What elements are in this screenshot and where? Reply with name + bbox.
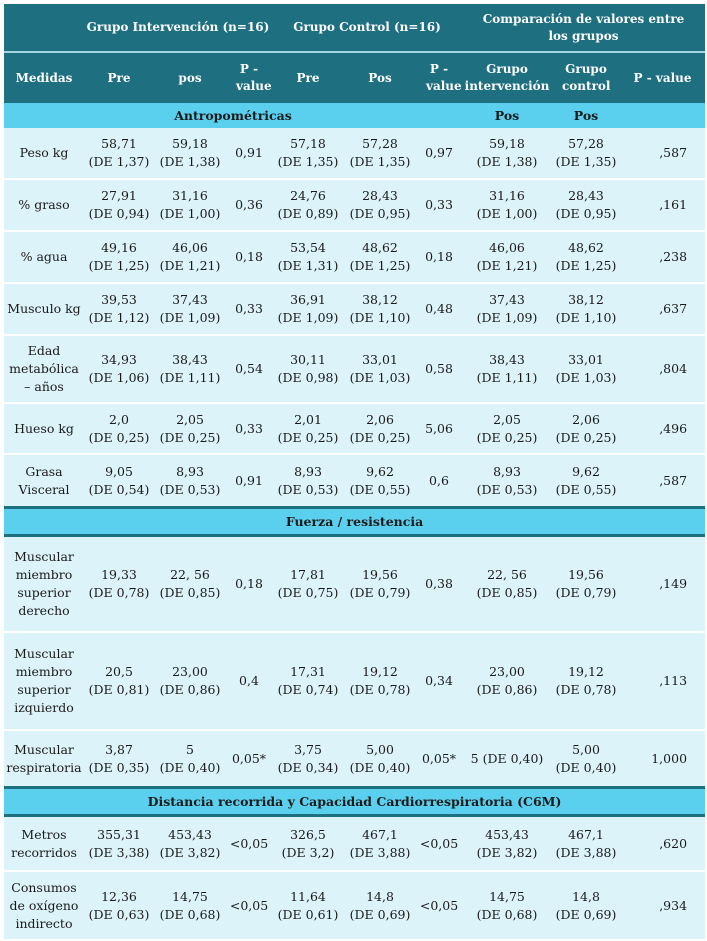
cell-intervention-pos: 46,06 (DE 1,21)	[154, 231, 226, 283]
cell-control-p-value: 0,58	[416, 335, 462, 403]
cell-intervention-pre: 19,33 (DE 0,78)	[84, 536, 154, 633]
section-title: Distancia recorrida y Capacidad Cardiorrespiratoria (C6M)	[4, 788, 705, 816]
section-empty	[620, 103, 705, 128]
cell-intervention-p-value: 0,4	[226, 632, 272, 730]
table-row	[4, 335, 705, 403]
cell-comparison-p-value: ,149	[620, 536, 705, 633]
column-header: P - value	[416, 52, 462, 103]
cell-intervention-pos: 8,93 (DE 0,53)	[154, 454, 226, 508]
cell-comparison-control-pos: 19,56 (DE 0,79)	[552, 536, 620, 633]
cell-intervention-p-value: 0,18	[226, 536, 272, 633]
cell-intervention-pos: 59,18 (DE 1,38)	[154, 128, 226, 179]
cell-comparison-control-pos: 33,01 (DE 1,03)	[552, 335, 620, 403]
column-header: pos	[154, 52, 226, 103]
cell-control-p-value: 0,33	[416, 179, 462, 231]
column-header-row	[4, 52, 705, 103]
column-header: Pre	[272, 52, 344, 103]
cell-comparison-intervention-pos: 38,43 (DE 1,11)	[462, 335, 552, 403]
cell-comparison-intervention-pos: 14,75 (DE 0,68)	[462, 871, 552, 940]
cell-control-pre: 8,93 (DE 0,53)	[272, 454, 344, 508]
cell-control-p-value: 0,6	[416, 454, 462, 508]
cell-measure-label: Hueso kg	[4, 403, 84, 454]
table-row	[4, 179, 705, 231]
column-header: Grupo intervención	[462, 52, 552, 103]
cell-intervention-pos: 2,05 (DE 0,25)	[154, 403, 226, 454]
cell-intervention-p-value: 0,18	[226, 231, 272, 283]
cell-intervention-pre: 9,05 (DE 0,54)	[84, 454, 154, 508]
cell-comparison-p-value: ,496	[620, 403, 705, 454]
cell-control-pre: 11,64 (DE 0,61)	[272, 871, 344, 940]
cell-comparison-intervention-pos: 453,43 (DE 3,82)	[462, 816, 552, 872]
section-anthropometric	[4, 103, 705, 128]
cell-control-p-value: 5,06	[416, 403, 462, 454]
table-row	[4, 730, 705, 788]
cell-measure-label: Muscular respiratoria	[4, 730, 84, 788]
cell-intervention-p-value: <0,05	[226, 816, 272, 872]
cell-control-pos: 33,01 (DE 1,03)	[344, 335, 416, 403]
cell-comparison-intervention-pos: 2,05 (DE 0,25)	[462, 403, 552, 454]
section-distance	[4, 788, 705, 816]
cell-intervention-pos: 453,43 (DE 3,82)	[154, 816, 226, 872]
cell-control-pre: 24,76 (DE 0,89)	[272, 179, 344, 231]
table-row	[4, 454, 705, 508]
cell-control-p-value: 0,48	[416, 283, 462, 335]
cell-intervention-p-value: <0,05	[226, 871, 272, 940]
cell-intervention-pre: 27,91 (DE 0,94)	[84, 179, 154, 231]
cell-comparison-control-pos: 48,62 (DE 1,25)	[552, 231, 620, 283]
group-header-row	[4, 4, 705, 52]
cell-control-pos: 28,43 (DE 0,95)	[344, 179, 416, 231]
cell-comparison-control-pos: 19,12 (DE 0,78)	[552, 632, 620, 730]
cell-intervention-p-value: 0,54	[226, 335, 272, 403]
cell-control-p-value: <0,05	[416, 816, 462, 872]
cell-control-p-value: 0,34	[416, 632, 462, 730]
cell-control-pre: 30,11 (DE 0,98)	[272, 335, 344, 403]
results-table	[4, 4, 705, 941]
cell-intervention-pos: 23,00 (DE 0,86)	[154, 632, 226, 730]
cell-comparison-p-value: ,161	[620, 179, 705, 231]
cell-measure-label: Peso kg	[4, 128, 84, 179]
cell-control-pre: 326,5 (DE 3,2)	[272, 816, 344, 872]
section-pos-label: Pos	[552, 103, 620, 128]
cell-intervention-pos: 37,43 (DE 1,09)	[154, 283, 226, 335]
cell-control-pos: 19,56 (DE 0,79)	[344, 536, 416, 633]
section-title: Antropométricas	[4, 103, 462, 128]
cell-measure-label: Muscular miembro superior izquierdo	[4, 632, 84, 730]
cell-comparison-intervention-pos: 5 (DE 0,40)	[462, 730, 552, 788]
cell-comparison-p-value: ,113	[620, 632, 705, 730]
table-row	[4, 283, 705, 335]
cell-comparison-intervention-pos: 23,00 (DE 0,86)	[462, 632, 552, 730]
cell-measure-label: Consumos de oxígeno indirecto	[4, 871, 84, 940]
cell-intervention-pre: 355,31 (DE 3,38)	[84, 816, 154, 872]
table-row	[4, 231, 705, 283]
header-comparison: Comparación de valores entre los grupos	[462, 4, 705, 52]
cell-comparison-control-pos: 14,8 (DE 0,69)	[552, 871, 620, 940]
cell-control-pos: 14,8 (DE 0,69)	[344, 871, 416, 940]
cell-intervention-pos: 5 (DE 0,40)	[154, 730, 226, 788]
cell-intervention-p-value: 0,91	[226, 454, 272, 508]
cell-comparison-control-pos: 467,1 (DE 3,88)	[552, 816, 620, 872]
cell-comparison-p-value: ,934	[620, 871, 705, 940]
column-header: P - value	[620, 52, 705, 103]
cell-intervention-p-value: 0,33	[226, 283, 272, 335]
cell-control-pre: 17,81 (DE 0,75)	[272, 536, 344, 633]
cell-intervention-pre: 39,53 (DE 1,12)	[84, 283, 154, 335]
cell-control-pre: 3,75 (DE 0,34)	[272, 730, 344, 788]
cell-control-p-value: <0,05	[416, 871, 462, 940]
cell-intervention-pre: 58,71 (DE 1,37)	[84, 128, 154, 179]
cell-comparison-p-value: ,620	[620, 816, 705, 872]
table-row	[4, 816, 705, 872]
cell-measure-label: Musculo kg	[4, 283, 84, 335]
cell-control-pre: 2,01 (DE 0,25)	[272, 403, 344, 454]
cell-comparison-intervention-pos: 46,06 (DE 1,21)	[462, 231, 552, 283]
column-header: Pre	[84, 52, 154, 103]
cell-control-pos: 57,28 (DE 1,35)	[344, 128, 416, 179]
cell-intervention-pre: 3,87 (DE 0,35)	[84, 730, 154, 788]
cell-control-pos: 5,00 (DE 0,40)	[344, 730, 416, 788]
cell-intervention-p-value: 0,91	[226, 128, 272, 179]
cell-comparison-control-pos: 57,28 (DE 1,35)	[552, 128, 620, 179]
cell-comparison-intervention-pos: 8,93 (DE 0,53)	[462, 454, 552, 508]
cell-intervention-pos: 14,75 (DE 0,68)	[154, 871, 226, 940]
section-strength	[4, 508, 705, 536]
cell-intervention-pre: 2,0 (DE 0,25)	[84, 403, 154, 454]
cell-comparison-intervention-pos: 31,16 (DE 1,00)	[462, 179, 552, 231]
cell-comparison-p-value: ,637	[620, 283, 705, 335]
table-row	[4, 403, 705, 454]
cell-control-pre: 53,54 (DE 1,31)	[272, 231, 344, 283]
section-pos-label: Pos	[462, 103, 552, 128]
cell-control-pos: 467,1 (DE 3,88)	[344, 816, 416, 872]
cell-control-p-value: 0,38	[416, 536, 462, 633]
cell-measure-label: % graso	[4, 179, 84, 231]
cell-comparison-intervention-pos: 37,43 (DE 1,09)	[462, 283, 552, 335]
column-header: Pos	[344, 52, 416, 103]
cell-comparison-control-pos: 28,43 (DE 0,95)	[552, 179, 620, 231]
cell-intervention-pre: 12,36 (DE 0,63)	[84, 871, 154, 940]
header-group-control: Grupo Control (n=16)	[272, 4, 462, 52]
cell-control-p-value: 0,18	[416, 231, 462, 283]
table-row	[4, 871, 705, 940]
cell-comparison-p-value: 1,000	[620, 730, 705, 788]
cell-control-p-value: 0,97	[416, 128, 462, 179]
cell-comparison-control-pos: 38,12 (DE 1,10)	[552, 283, 620, 335]
cell-comparison-control-pos: 9,62 (DE 0,55)	[552, 454, 620, 508]
cell-control-pos: 9,62 (DE 0,55)	[344, 454, 416, 508]
cell-measure-label: Muscular miembro superior derecho	[4, 536, 84, 633]
cell-intervention-pos: 38,43 (DE 1,11)	[154, 335, 226, 403]
cell-intervention-pos: 22, 56 (DE 0,85)	[154, 536, 226, 633]
cell-comparison-p-value: ,587	[620, 454, 705, 508]
section-title: Fuerza / resistencia	[4, 508, 705, 536]
cell-control-pre: 17,31 (DE 0,74)	[272, 632, 344, 730]
cell-intervention-p-value: 0,33	[226, 403, 272, 454]
cell-intervention-pos: 31,16 (DE 1,00)	[154, 179, 226, 231]
cell-comparison-control-pos: 2,06 (DE 0,25)	[552, 403, 620, 454]
cell-measure-label: Metros recorridos	[4, 816, 84, 872]
cell-measure-label: % agua	[4, 231, 84, 283]
column-header: Grupo control	[552, 52, 620, 103]
header-group-intervention: Grupo Intervención (n=16)	[84, 4, 272, 52]
cell-intervention-p-value: 0,36	[226, 179, 272, 231]
header-empty	[4, 4, 84, 52]
cell-control-pos: 48,62 (DE 1,25)	[344, 231, 416, 283]
cell-intervention-p-value: 0,05*	[226, 730, 272, 788]
cell-measure-label: Grasa Visceral	[4, 454, 84, 508]
cell-control-p-value: 0,05*	[416, 730, 462, 788]
cell-intervention-pre: 34,93 (DE 1,06)	[84, 335, 154, 403]
cell-control-pos: 2,06 (DE 0,25)	[344, 403, 416, 454]
column-header: P - value	[226, 52, 272, 103]
cell-comparison-intervention-pos: 59,18 (DE 1,38)	[462, 128, 552, 179]
cell-comparison-control-pos: 5,00 (DE 0,40)	[552, 730, 620, 788]
table-row	[4, 632, 705, 730]
cell-comparison-intervention-pos: 22, 56 (DE 0,85)	[462, 536, 552, 633]
cell-comparison-p-value: ,804	[620, 335, 705, 403]
table-row	[4, 536, 705, 633]
cell-intervention-pre: 20,5 (DE 0,81)	[84, 632, 154, 730]
cell-control-pre: 57,18 (DE 1,35)	[272, 128, 344, 179]
column-header: Medidas	[4, 52, 84, 103]
cell-control-pre: 36,91 (DE 1,09)	[272, 283, 344, 335]
cell-control-pos: 19,12 (DE 0,78)	[344, 632, 416, 730]
cell-measure-label: Edad metabólica – años	[4, 335, 84, 403]
cell-comparison-p-value: ,238	[620, 231, 705, 283]
cell-control-pos: 38,12 (DE 1,10)	[344, 283, 416, 335]
table-row	[4, 128, 705, 179]
cell-comparison-p-value: ,587	[620, 128, 705, 179]
cell-intervention-pre: 49,16 (DE 1,25)	[84, 231, 154, 283]
